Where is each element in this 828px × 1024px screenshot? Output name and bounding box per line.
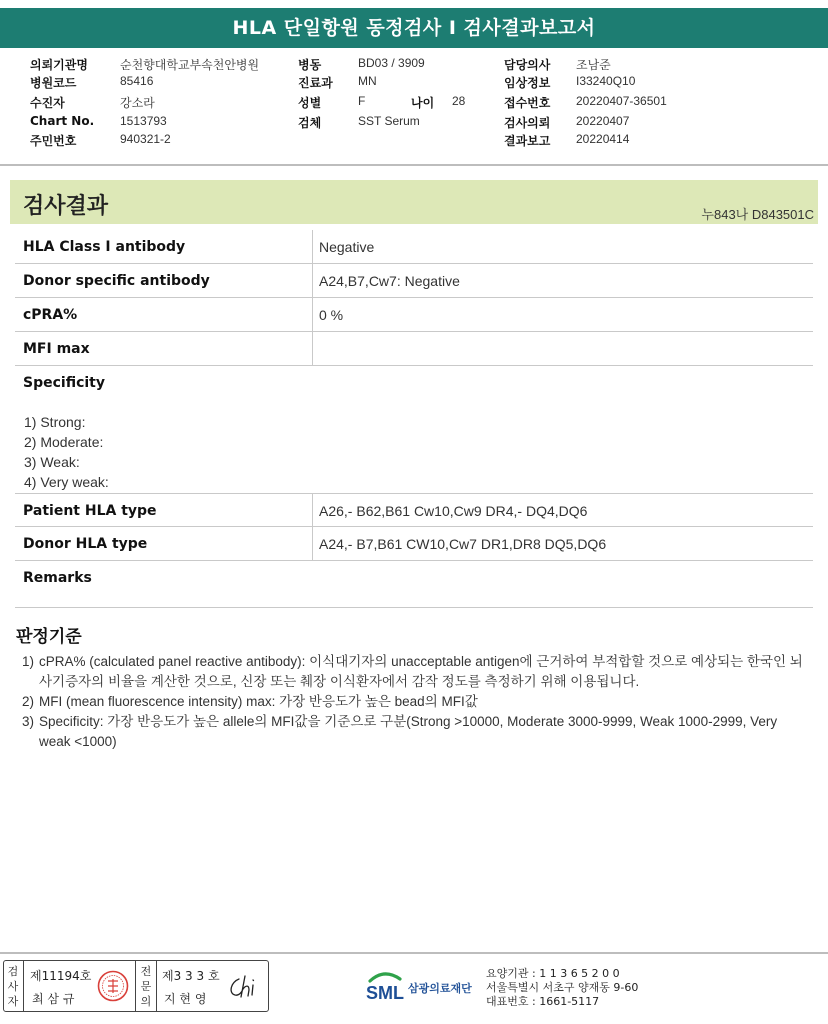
table-row — [15, 230, 813, 264]
specificity-line: 3) Weak: — [24, 454, 80, 470]
info-row — [0, 56, 828, 74]
age-label: 나이 — [411, 96, 435, 110]
criteria-num: 1) — [22, 654, 35, 669]
signature-icon — [225, 973, 263, 1001]
address-line: 서울특별시 서초구 양재동 9-60 — [486, 981, 639, 994]
row-value: 0 % — [319, 307, 344, 323]
row-key: Specificity — [23, 375, 105, 391]
info-label: 의뢰기관명 — [30, 58, 88, 72]
info-value: 강소라 — [120, 96, 155, 110]
table-row — [15, 494, 813, 527]
criteria-item — [22, 652, 812, 692]
report-title: HLA 단일항원 동정검사 I 검사결과보고서 — [0, 8, 828, 48]
criteria-num: 3) — [22, 714, 35, 729]
results-header — [10, 180, 818, 224]
info-value: F — [358, 94, 366, 108]
criteria-list — [22, 652, 812, 752]
info-row — [0, 74, 828, 92]
results-code: 누843나 D843501C — [701, 207, 814, 222]
row-value: A24,B7,Cw7: Negative — [319, 273, 460, 289]
info-label: 검사의뢰 — [504, 116, 551, 130]
seal-icon — [97, 970, 129, 1002]
info-row — [0, 132, 828, 150]
row-key: Patient HLA type — [23, 503, 157, 519]
info-value: 조남준 — [576, 58, 611, 72]
table-row — [15, 527, 813, 561]
criteria-text: MFI (mean fluorescence intensity) max: 가장 반응도가 높은 bead의 MFI값 — [39, 694, 478, 709]
specialist-name: 지 현 영 — [164, 992, 207, 1006]
info-row — [0, 94, 828, 112]
results-title: 검사결과 — [23, 194, 109, 219]
specificity-lines — [24, 412, 109, 492]
row-value: Negative — [319, 239, 375, 255]
specificity-line: 1) Strong: — [24, 414, 86, 430]
info-value: SST Serum — [358, 114, 420, 128]
info-label: 담당의사 — [504, 58, 551, 72]
specialist-role: 전문의 — [140, 965, 152, 1008]
criteria-item — [22, 692, 812, 712]
info-value: I33240Q10 — [576, 74, 636, 88]
table-row — [15, 264, 813, 298]
row-key: Donor HLA type — [23, 536, 148, 552]
info-label: 접수번호 — [504, 96, 551, 110]
criteria-num: 2) — [22, 694, 35, 709]
info-value: 940321-2 — [120, 132, 171, 146]
criteria-text: Specificity: 가장 반응도가 높은 allele의 MFI값을 기준으로 구분(Strong >10000, Moderate 3000-9999, Weak 1000-2999, Very weak <1000) — [39, 714, 778, 749]
info-divider — [0, 164, 828, 166]
remarks-row — [15, 561, 813, 608]
info-value: BD03 / 3909 — [358, 56, 425, 70]
info-label: 진료과 — [298, 76, 333, 90]
row-key: HLA Class I antibody — [23, 239, 186, 255]
info-label: 수진자 — [30, 96, 65, 110]
logo-letters: SML — [366, 983, 404, 1003]
row-key: Donor specific antibody — [23, 273, 210, 289]
specificity-line: 4) Very weak: — [24, 474, 109, 490]
criteria-title: 판정기준 — [16, 627, 82, 647]
info-label: 주민번호 — [30, 134, 77, 148]
criteria-text: cPRA% (calculated panel reactive antibody): 이식대기자의 unacceptable antigen에 근거하여 부적합할 것으로 예상되는 한국인 뇌사기증자의 비율을 계산한 것으로, 신장 또는 췌장 이식환자에서 감작 정도를 측정하기 위해 이용됩니다. — [39, 654, 803, 689]
criteria-item — [22, 712, 812, 752]
info-value: 20220407 — [576, 114, 630, 128]
specificity-row — [15, 366, 813, 494]
org-address — [486, 967, 638, 1009]
info-label: 임상정보 — [504, 76, 551, 90]
org-name: 삼광의료재단 — [408, 982, 472, 995]
patient-info-block — [0, 56, 828, 156]
address-line: 대표번호 : 1661-5117 — [486, 995, 600, 1008]
signature-box — [3, 960, 269, 1012]
examiner-license: 제11194호 — [30, 969, 92, 983]
address-line: 요양기관 : 1 1 3 6 5 2 0 0 — [486, 967, 620, 980]
table-row — [15, 332, 813, 366]
info-label: 병동 — [298, 58, 322, 72]
examiner-name: 최 삼 규 — [32, 992, 75, 1006]
age-value: 28 — [452, 94, 466, 108]
row-key: MFI max — [23, 341, 90, 357]
row-value: A26,- B62,B61 Cw10,Cw9 DR4,- DQ4,DQ6 — [319, 503, 588, 519]
row-value: A24,- B7,B61 CW10,Cw7 DR1,DR8 DQ5,DQ6 — [319, 536, 607, 552]
info-row — [0, 114, 828, 132]
specificity-line: 2) Moderate: — [24, 434, 104, 450]
footer-divider — [0, 952, 828, 954]
specialist-license: 제3 3 3 호 — [162, 969, 220, 983]
info-value: 1513793 — [120, 114, 167, 128]
row-key: cPRA% — [23, 307, 78, 323]
info-label: 검체 — [298, 116, 322, 130]
info-label: 병원코드 — [30, 76, 77, 90]
info-value: 20220407-36501 — [576, 94, 667, 108]
info-label: 성별 — [298, 96, 322, 110]
info-label: 결과보고 — [504, 134, 551, 148]
info-value: 순천향대학교부속천안병원 — [120, 58, 260, 72]
table-row — [15, 298, 813, 332]
info-label: Chart No. — [30, 114, 95, 128]
info-value: 85416 — [120, 74, 154, 88]
info-value: 20220414 — [576, 132, 630, 146]
row-key: Remarks — [23, 570, 92, 586]
info-value: MN — [358, 74, 377, 88]
examiner-role: 검사자 — [7, 965, 19, 1008]
